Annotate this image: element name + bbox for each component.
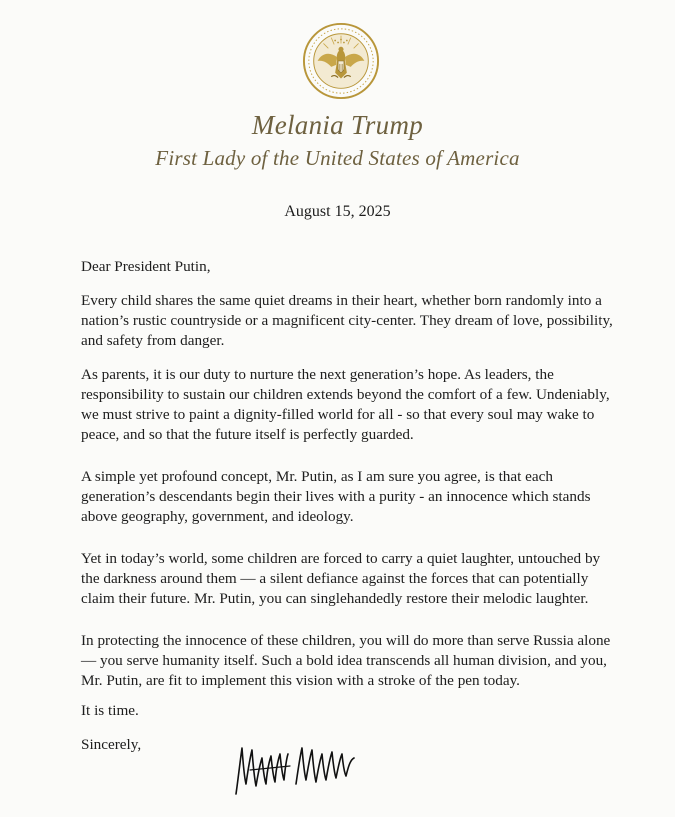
sign-off: Sincerely,: [81, 736, 142, 753]
letter-date: August 15, 2025: [284, 203, 391, 220]
paragraph-2: As parents, it is our duty to nurture the next generation’s hope. As leaders, the responsibility to sustain our children extends beyond the comfort of a few. Undeniably, we must strive to paint a dignity-filled world for all - so that every soul may wake to peace, and so that the future itself is perfectly guarded.: [81, 366, 610, 443]
presidential-seal-icon: [302, 22, 380, 100]
handwritten-signature: [230, 740, 370, 800]
salutation: Dear President Putin,: [81, 258, 211, 275]
letterhead-name: Melania Trump: [251, 110, 424, 140]
closing-line: It is time.: [81, 702, 139, 719]
letterhead-title: First Lady of the United States of America: [155, 146, 520, 170]
paragraph-1: Every child shares the same quiet dreams in their heart, whether born randomly into a nation’s rustic countryside or a magnificent city-center. They dream of love, possibility, and safety from danger.: [81, 292, 613, 349]
paragraph-3: A simple yet profound concept, Mr. Putin, as I am sure you agree, is that each generation’s descendants begin their lives with a purity - an innocence which stands above geography, government, and ideology.: [81, 468, 591, 525]
paragraph-4: Yet in today’s world, some children are forced to carry a quiet laughter, untouched by the darkness around them — a silent defiance against the forces that can potentially claim their future. Mr. Putin, you can singlehandedly restore their melodic laughter.: [81, 550, 601, 607]
letter-body: [81, 257, 621, 755]
paragraph-5: In protecting the innocence of these children, you will do more than serve Russia alone — you serve humanity itself. Such a bold idea transcends all human division, and you, Mr. Putin, are fit to implement this vision with a stroke of the pen today.: [81, 632, 611, 689]
